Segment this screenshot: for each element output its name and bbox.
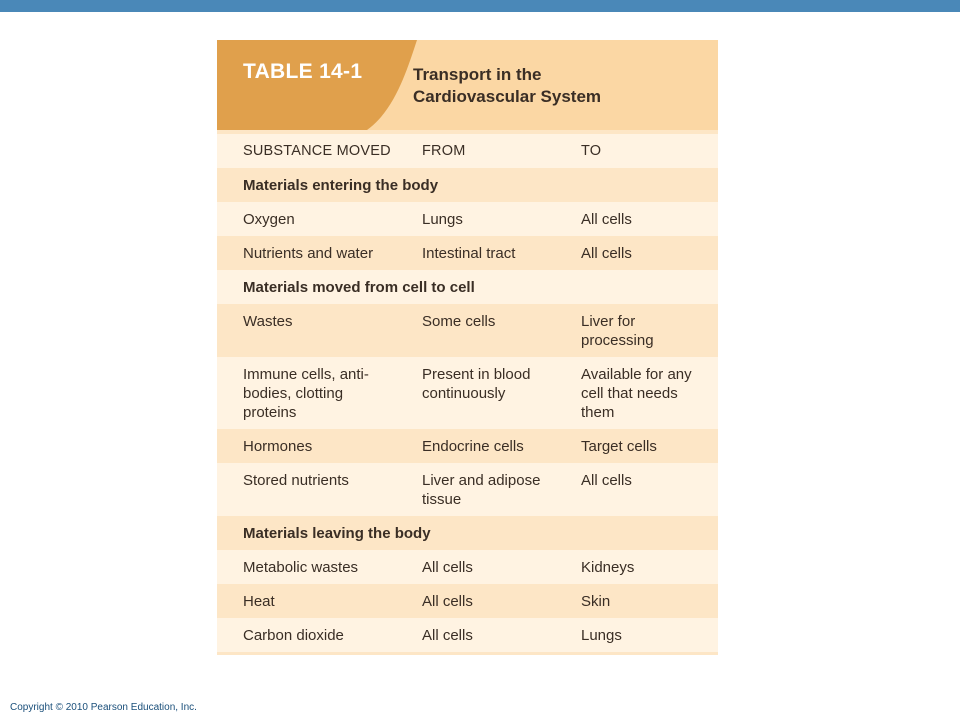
cell-substance: Immune cells, anti-bodies, clotting proteins [243,366,369,421]
table-title [413,64,673,108]
column-header-substance: SUBSTANCE MOVED [243,143,391,159]
table-label: TABLE 14-1 [243,60,363,83]
cell-from: Endocrine cells [422,438,524,455]
section-label: Materials leaving the body [243,525,431,542]
cell-from: Intestinal tract [422,245,516,262]
table-label-tab [217,40,417,130]
column-header-from: FROM [422,143,466,159]
table-body [217,134,718,652]
table-row [217,550,718,584]
top-accent-bar [0,0,960,12]
cell-substance: Nutrients and water [243,245,374,262]
cell-to: Liver for processing [581,313,654,349]
cell-to: All cells [581,245,632,262]
cell-to: Available for any cell that needs them [581,366,692,421]
section-label: Materials moved from cell to cell [243,279,475,296]
column-header-to: TO [581,143,602,159]
section-row-entering [217,168,718,202]
section-row-cell-to-cell [217,270,718,304]
cell-from: Some cells [422,313,496,330]
table-row [217,618,718,652]
cell-to: Lungs [581,627,622,644]
table-row [217,429,718,463]
cell-from: Present in blood continuously [422,366,531,402]
cell-to: Skin [581,593,611,610]
cell-to: Target cells [581,438,657,455]
table-title-line-1: Transport in the [413,65,542,84]
cell-substance: Stored nutrients [243,472,349,489]
cell-from: All cells [422,593,473,610]
cell-substance: Metabolic wastes [243,559,359,576]
table-title-line-2: Cardiovascular System [413,87,602,106]
table-row [217,463,718,516]
cell-to: All cells [581,472,632,489]
copyright-notice: Copyright © 2010 Pearson Education, Inc. [10,702,197,713]
cell-substance: Oxygen [243,211,295,228]
cell-from: Lungs [422,211,463,228]
cell-to: Kidneys [581,559,635,576]
cell-to: All cells [581,211,632,228]
table-14-1 [217,40,718,655]
section-row-leaving [217,516,718,550]
cell-from: All cells [422,627,473,644]
table-row [217,584,718,618]
cell-from: Liver and adipose tissue [422,472,541,508]
cell-substance: Heat [243,593,275,610]
section-label: Materials entering the body [243,177,439,194]
table-row [217,202,718,236]
table-row [217,357,718,429]
cell-substance: Wastes [243,313,293,330]
table-row [217,304,718,357]
cell-substance: Hormones [243,438,313,455]
table-row [217,236,718,270]
table-header [217,40,718,130]
column-header-row [217,134,718,168]
cell-substance: Carbon dioxide [243,627,344,644]
cell-from: All cells [422,559,473,576]
